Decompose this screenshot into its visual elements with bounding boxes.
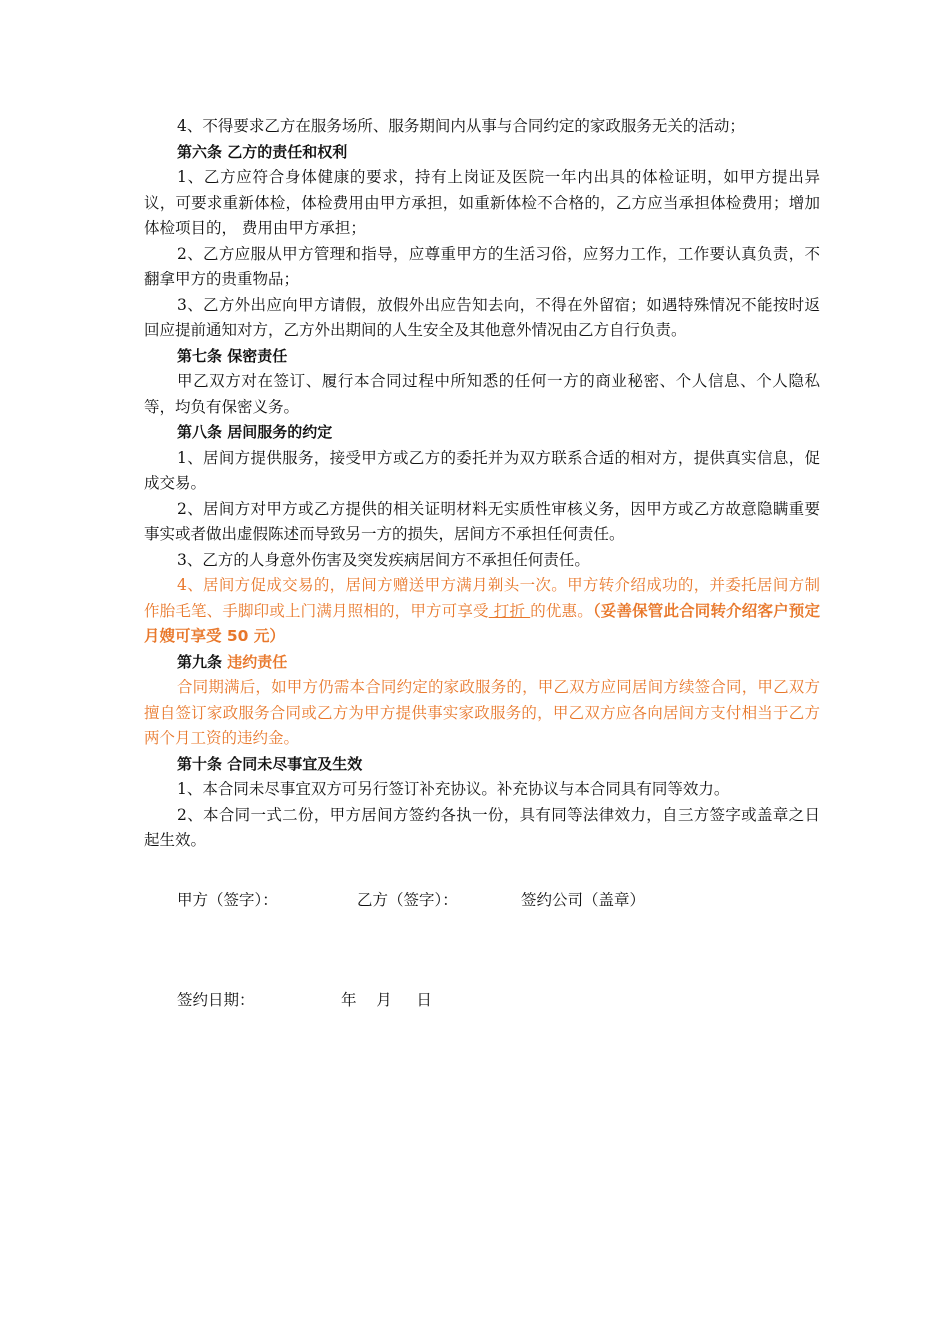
article-10-title: 第十条 合同未尽事宜及生效 [177,754,363,773]
sign-date-label: 签约日期： [177,991,255,1009]
article-9-heading: 违约责任 [227,652,288,671]
article-8-clause-3: 3、乙方的人身意外伤害及突发疾病居间方不承担任何责任。 [177,550,590,569]
article-8-clause-4 [144,573,820,650]
clause-4-no-unrelated-work: 4、不得要求乙方在服务场所、服务期间内从事与合同约定的家政服务无关的活动； [177,117,745,135]
article-10-clause-1: 1、本合同未尽事宜双方可另行签订补充协议。补充协议与本合同具有同等效力。 [177,780,730,798]
article-8-clause-2: 2、居间方对甲方或乙方提供的相关证明材料无实质性审核义务，因甲方或乙方故意隐瞒重要事实或者做出虚假陈述而导致另一方的损失，居间方不承担任何责任。 [144,499,820,543]
article-8-clause-4-text: 4、居间方促成交易的，居间方赠送甲方满月剃头一次。甲方转介绍成功的，并委托居间方制作胎毛笔、手脚印或上门满月照相的，甲方可享受 [144,576,820,620]
article-10-clause-2: 2、本合同一式二份，甲方居间方签约各执一份，具有同等法律效力，自三方签字或盖章之日起生效。 [144,805,820,849]
article-9-title [144,650,820,676]
referral-note: （妥善保管此合同转介绍客户预定月嫂可享受 50 元） [144,601,820,645]
article-7-clause-1: 甲乙双方对在签订、履行本合同过程中所知悉的任何一方的商业秘密、个人信息、个人隐私等，均负有保密义务。 [144,372,820,416]
party-b-signature-label: 乙方（签字）： [357,891,458,909]
article-8-clause-4-tail: 的优惠。 [530,601,593,620]
company-seal-label: 签约公司（盖章） [521,891,646,909]
contract-body [144,114,820,854]
article-9-number: 第九条 [177,652,228,671]
article-8-clause-1: 1、居间方提供服务，接受甲方或乙方的委托并为双方联系合适的相对方，提供真实信息，促成交易。 [144,448,820,492]
article-6-clause-1: 1、乙方应符合身体健康的要求，持有上岗证及医院一年内出具的体检证明，如甲方提出异议，可要求重新体检，体检费用由甲方承担，如重新体检不合格的，乙方应当承担体检费用；增加体检项目的， 费用由甲方承担； [144,168,820,237]
party-a-signature-label: 甲方（签字）： [177,891,278,909]
article-6-clause-2: 2、乙方应服从甲方管理和指导，应尊重甲方的生活习俗，应努力工作，工作要认真负责，不翻拿甲方的贵重物品； [144,244,820,288]
article-9-clause-1: 合同期满后，如甲方仍需本合同约定的家政服务的，甲乙双方应同居间方续签合同，甲乙双方擅自签订家政服务合同或乙方为甲方提供事实家政服务的，甲乙双方应各向居间方支付相当于乙方两个月工资的违约金。 [144,678,820,747]
article-6-title: 第六条 乙方的责任和权利 [177,142,348,161]
discount-blank: 打折 [488,601,531,620]
article-8-title: 第八条 居间服务的约定 [177,423,333,441]
article-7-title: 第七条 保密责任 [177,346,288,365]
article-6-clause-3: 3、乙方外出应向甲方请假，放假外出应告知去向，不得在外留宿；如遇特殊情况不能按时返回应提前通知对方，乙方外出期间的人生安全及其他意外情况由乙方自行负责。 [144,295,820,339]
sign-date-fields: 年 月 日 [341,991,432,1009]
